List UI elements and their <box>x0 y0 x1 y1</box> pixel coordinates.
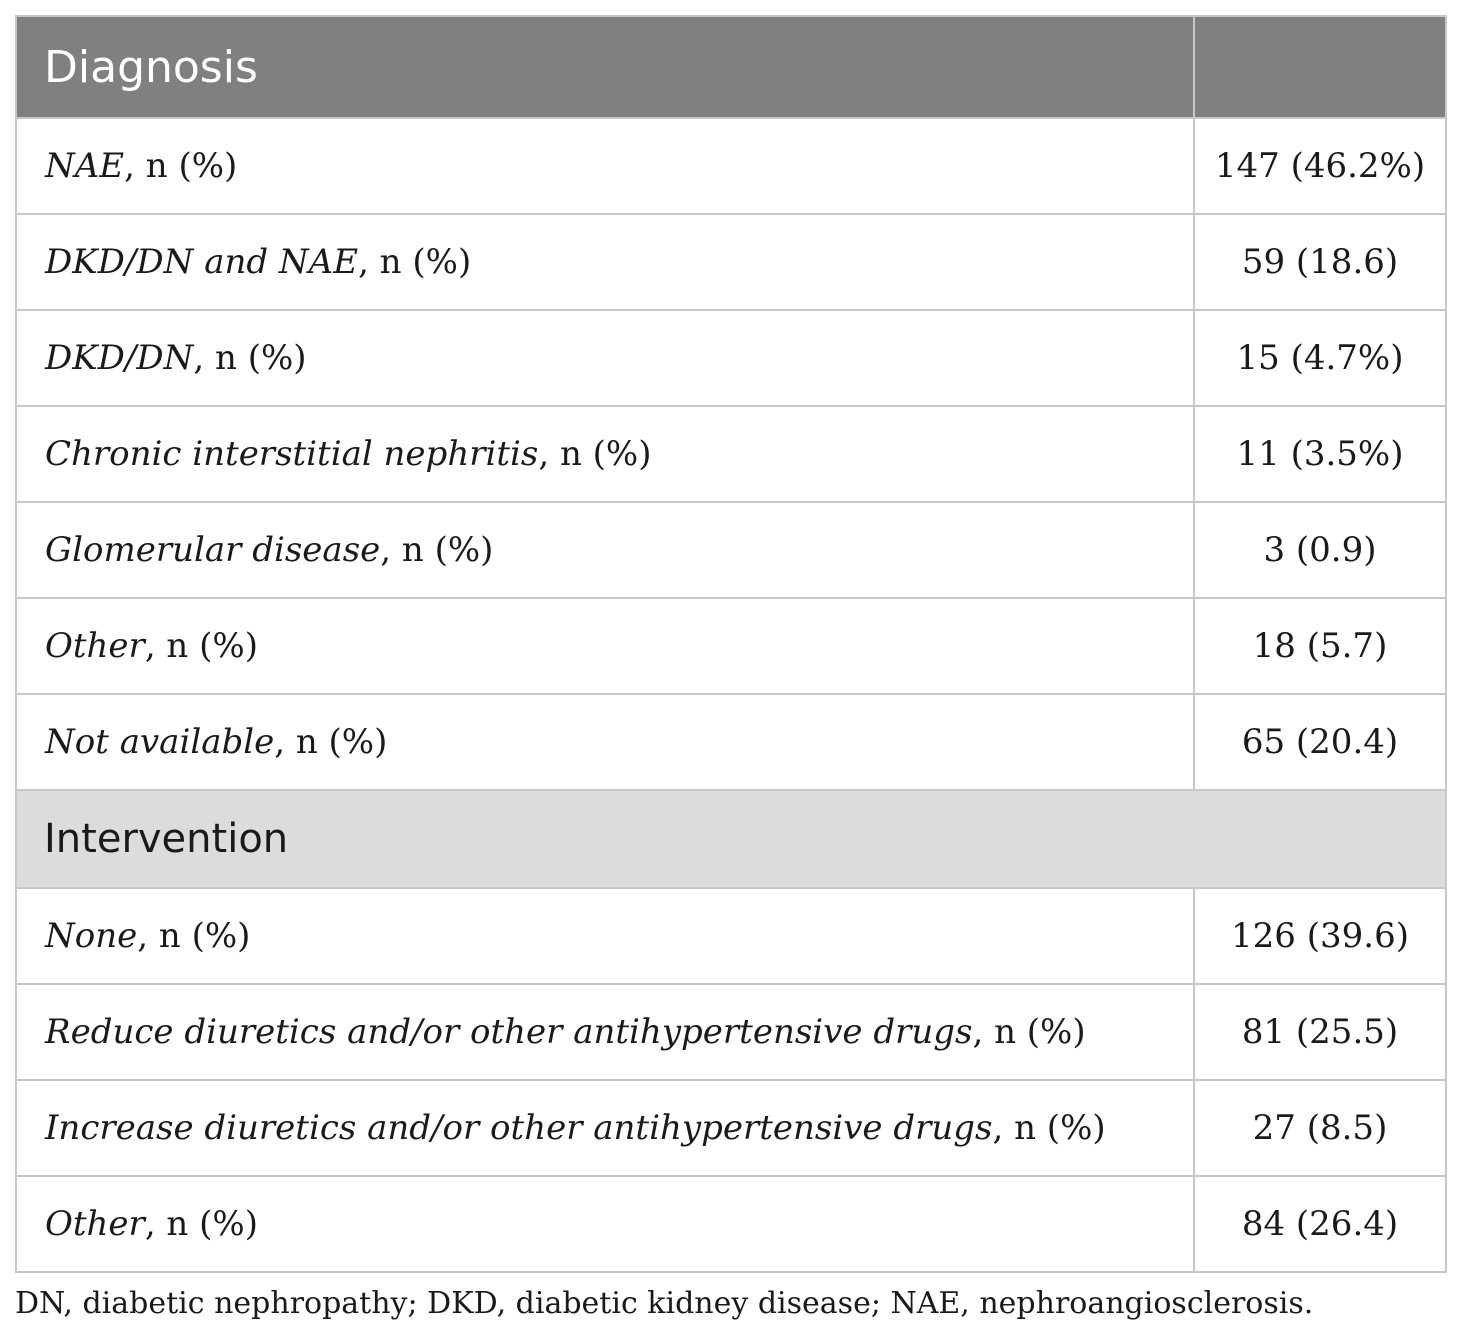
row-suffix: , n (%) <box>274 722 388 762</box>
table-row <box>16 888 1446 984</box>
table-row <box>16 598 1446 694</box>
row-term: Not available <box>45 722 275 762</box>
table-row <box>16 310 1446 406</box>
row-label <box>16 694 1194 790</box>
row-value: 84 (26.4) <box>1194 1176 1446 1272</box>
section-title-intervention: Intervention <box>16 790 1446 888</box>
row-value: 147 (46.2%) <box>1194 118 1446 214</box>
row-suffix: , n (%) <box>380 530 494 570</box>
table-row <box>16 214 1446 310</box>
row-label <box>16 406 1194 502</box>
row-label <box>16 310 1194 406</box>
row-label <box>16 214 1194 310</box>
row-suffix: , n (%) <box>358 242 472 282</box>
row-suffix: , n (%) <box>972 1012 1086 1052</box>
header-value <box>1194 16 1446 118</box>
row-label <box>16 1176 1194 1272</box>
row-label <box>16 502 1194 598</box>
row-suffix: , n (%) <box>992 1108 1106 1148</box>
row-label <box>16 984 1194 1080</box>
row-value: 11 (3.5%) <box>1194 406 1446 502</box>
table-row <box>16 984 1446 1080</box>
row-term: Increase diuretics and/or other antihypertensive drugs <box>45 1108 993 1148</box>
table-row <box>16 406 1446 502</box>
row-label <box>16 118 1194 214</box>
row-value: 18 (5.7) <box>1194 598 1446 694</box>
table-header-row <box>16 16 1446 118</box>
row-term: DKD/DN <box>45 338 194 378</box>
row-term: None <box>45 916 138 956</box>
row-value: 65 (20.4) <box>1194 694 1446 790</box>
table-row <box>16 694 1446 790</box>
row-suffix: , n (%) <box>144 626 258 666</box>
row-suffix: , n (%) <box>538 434 652 474</box>
row-label <box>16 888 1194 984</box>
row-term: Other <box>45 1204 145 1244</box>
row-term: Glomerular disease <box>45 530 381 570</box>
row-value: 3 (0.9) <box>1194 502 1446 598</box>
row-value: 126 (39.6) <box>1194 888 1446 984</box>
row-term: NAE <box>45 146 125 186</box>
header-diagnosis: Diagnosis <box>16 16 1194 118</box>
row-suffix: , n (%) <box>144 1204 258 1244</box>
table-row <box>16 502 1446 598</box>
table-footnote: DN, diabetic nephropathy; DKD, diabetic kidney disease; NAE, nephroangiosclerosis. <box>15 1286 1314 1321</box>
table-row <box>16 118 1446 214</box>
row-term: DKD/DN and NAE <box>45 242 359 282</box>
row-suffix: , n (%) <box>124 146 238 186</box>
row-value: 81 (25.5) <box>1194 984 1446 1080</box>
row-term: Reduce diuretics and/or other antihypertensive drugs <box>45 1012 973 1052</box>
row-label <box>16 1080 1194 1176</box>
row-value: 15 (4.7%) <box>1194 310 1446 406</box>
row-term: Other <box>45 626 145 666</box>
table-row <box>16 1080 1446 1176</box>
row-suffix: , n (%) <box>137 916 251 956</box>
section-header-row <box>16 790 1446 888</box>
row-value: 59 (18.6) <box>1194 214 1446 310</box>
row-term: Chronic interstitial nephritis <box>45 434 539 474</box>
diagnosis-intervention-table <box>15 15 1447 1273</box>
row-suffix: , n (%) <box>193 338 307 378</box>
table-row <box>16 1176 1446 1272</box>
row-label <box>16 598 1194 694</box>
row-value: 27 (8.5) <box>1194 1080 1446 1176</box>
